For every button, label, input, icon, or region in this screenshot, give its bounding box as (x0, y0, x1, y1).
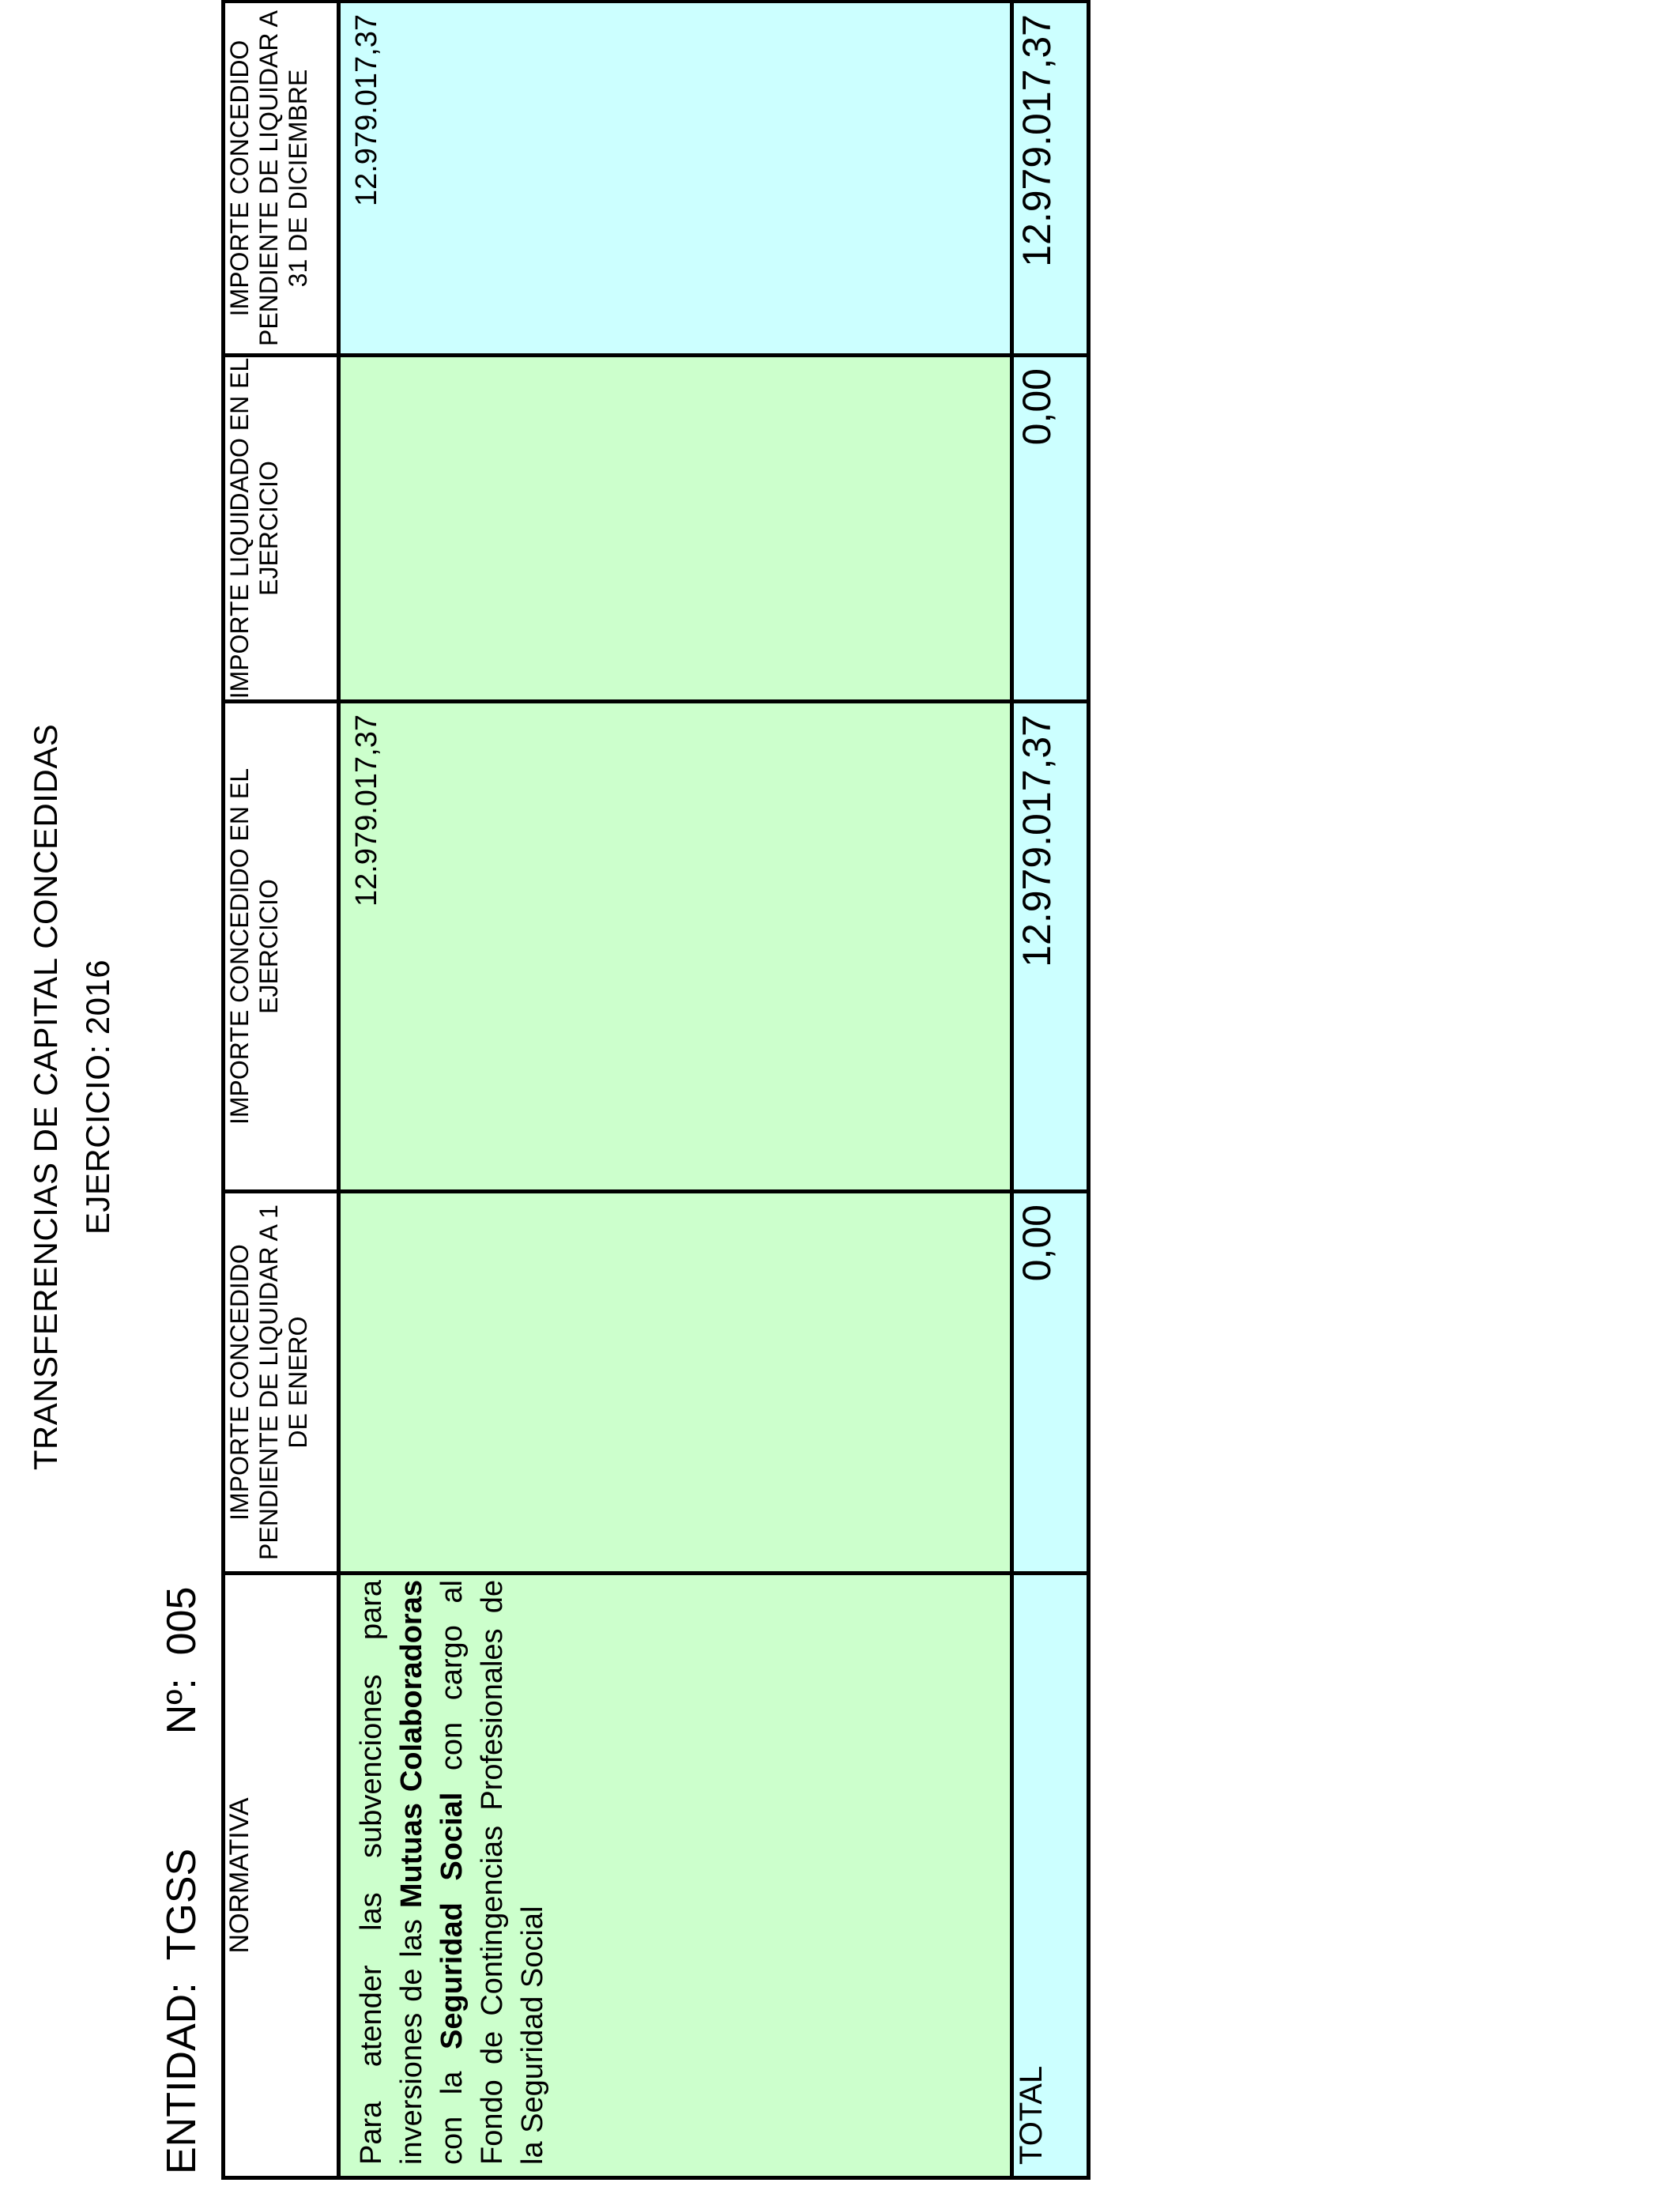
total-row (1011, 2, 1088, 2178)
normativa-bold-mutuas: Mutuas Colaboradoras (395, 1580, 429, 1909)
value-pendiente-inicio (341, 1193, 350, 1571)
value-concedido-ejercicio: 12.979.017,37 (350, 714, 384, 907)
total-label: TOTAL (1013, 2065, 1049, 2165)
header-pendiente-inicio: IMPORTE CONCEDIDO PENDIENTE DE LIQUIDAR A 1 DE ENERO (224, 1192, 339, 1574)
total-pendiente-fin: 12.979.017,37 (1014, 14, 1059, 267)
total-concedido-ejercicio-cell (1011, 702, 1088, 1192)
transfers-table (221, 0, 1090, 2180)
total-pendiente-fin-cell (1011, 2, 1088, 356)
number-label: Nº: (159, 1678, 205, 1735)
report-title: TRANSFERENCIAS DE CAPITAL CONCEDIDAS (27, 723, 64, 1471)
cell-normativa (339, 1574, 1011, 2178)
cell-concedido-ejercicio (339, 702, 1011, 1192)
normativa-text (341, 1575, 553, 2176)
entity-label: ENTIDAD: (159, 1982, 205, 2174)
entity-value: TGSS (159, 1848, 205, 1961)
cell-pendiente-inicio (339, 1192, 1011, 1574)
header-pendiente-fin: IMPORTE CONCEDIDO PENDIENTE DE LIQUIDAR A 31 DE DICIEMBRE (224, 2, 339, 356)
normativa-part: con cargo al Fondo de Contingencias Profesionales de la Seguridad Social (435, 1580, 550, 2165)
normativa-part: Para atender las subvenciones para inversiones de las (355, 1580, 429, 2165)
cell-liquidado-ejercicio (339, 356, 1011, 702)
header-row (224, 2, 339, 2178)
entity-line (158, 1587, 205, 2174)
total-label-cell (1011, 1574, 1088, 2178)
total-liquidado-ejercicio-cell (1011, 356, 1088, 702)
number-value: 005 (159, 1586, 205, 1656)
total-pendiente-inicio: 0,00 (1014, 1204, 1059, 1282)
table-row (339, 2, 1011, 2178)
report-subtitle: EJERCICIO: 2016 (79, 959, 116, 1235)
header-normativa: NORMATIVA (224, 1574, 339, 2178)
normativa-bold-seguridad-social: Seguridad Social (435, 1792, 469, 2049)
cell-pendiente-fin (339, 2, 1011, 356)
total-liquidado-ejercicio: 0,00 (1014, 368, 1059, 446)
header-concedido-ejercicio: IMPORTE CONCEDIDO EN EL EJERCICIO (224, 702, 339, 1192)
value-pendiente-fin: 12.979.017,37 (350, 14, 384, 207)
total-pendiente-inicio-cell (1011, 1192, 1088, 1574)
total-concedido-ejercicio: 12.979.017,37 (1014, 714, 1059, 967)
value-liquidado-ejercicio (341, 357, 350, 699)
header-liquidado-ejercicio: IMPORTE LIQUIDADO EN EL EJERCICIO (224, 356, 339, 702)
normativa-part: con la (435, 2049, 469, 2165)
